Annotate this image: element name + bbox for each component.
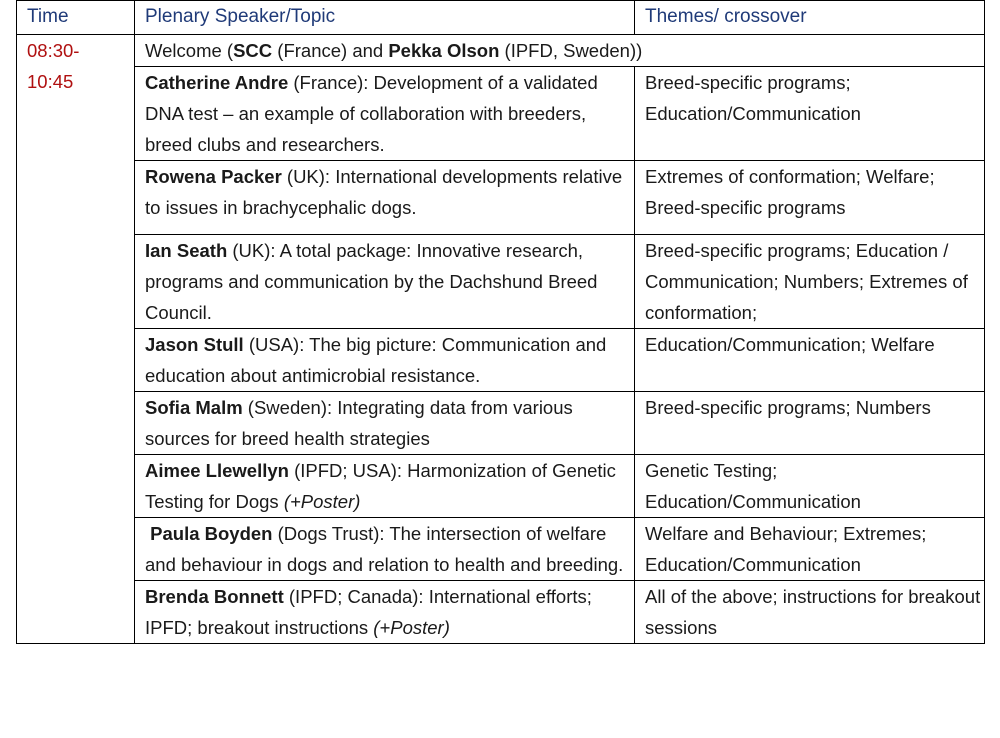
poster-note: (+Poster) bbox=[373, 617, 450, 638]
welcome-org-country: (France) and bbox=[272, 40, 389, 61]
time-slot-cell bbox=[17, 35, 135, 644]
topic-cell bbox=[135, 67, 635, 161]
themes-cell: All of the above; instructions for breakout sessions bbox=[635, 581, 985, 644]
themes-cell: Education/Communication; Welfare bbox=[635, 329, 985, 392]
time-start: 08:30- bbox=[27, 40, 80, 61]
themes-cell: Breed-specific programs; Education/Communication bbox=[635, 67, 985, 161]
topic-cell bbox=[135, 235, 635, 329]
themes-cell: Breed-specific programs; Education / Communication; Numbers; Extremes of conformation; bbox=[635, 235, 985, 329]
table-row bbox=[17, 67, 985, 161]
welcome-prefix: Welcome ( bbox=[145, 40, 234, 61]
themes-cell: Genetic Testing; Education/Communication bbox=[635, 455, 985, 518]
welcome-row bbox=[17, 35, 985, 67]
welcome-org: SCC bbox=[233, 40, 273, 61]
poster-note: (+Poster) bbox=[283, 491, 361, 512]
themes-cell: Breed-specific programs; Numbers bbox=[635, 392, 985, 455]
table-row bbox=[17, 329, 985, 392]
welcome-person: Pekka Olson bbox=[388, 40, 500, 61]
speaker-name: Catherine Andre bbox=[145, 72, 289, 93]
topic-text: (USA): The big picture: Communication and education about antimicrobial resistance. bbox=[145, 334, 607, 386]
topic-cell bbox=[135, 161, 635, 235]
speaker-name: Aimee Llewellyn bbox=[145, 460, 289, 481]
speaker-name: Brenda Bonnett bbox=[145, 586, 284, 607]
table-row bbox=[17, 455, 985, 518]
speaker-name: Paula Boyden bbox=[150, 523, 273, 544]
header-topic: Plenary Speaker/Topic bbox=[135, 1, 635, 35]
speaker-name: Sofia Malm bbox=[145, 397, 243, 418]
topic-text: (IPFD; USA): Harmonization of Genetic Testing for Dogs bbox=[145, 460, 616, 512]
topic-text: (IPFD; Canada): International efforts; IPFD; breakout instructions bbox=[145, 586, 592, 638]
topic-cell bbox=[135, 455, 635, 518]
topic-text: (France): Development of a validated DNA test – an example of collaboration with breeders, breed clubs and researchers. bbox=[145, 72, 598, 155]
speaker-name: Rowena Packer bbox=[145, 166, 282, 187]
time-end: 10:45 bbox=[27, 71, 74, 92]
table-row bbox=[17, 161, 985, 235]
welcome-suffix: (IPFD, Sweden)) bbox=[499, 40, 643, 61]
table-row bbox=[17, 392, 985, 455]
topic-cell bbox=[135, 581, 635, 644]
topic-text: (UK): International developments relative to issues in brachycephalic dogs. bbox=[145, 166, 623, 218]
themes-cell: Welfare and Behaviour; Extremes; Education/Communication bbox=[635, 518, 985, 581]
header-time: Time bbox=[17, 1, 135, 35]
topic-text: (UK): A total package: Innovative research, programs and communication by the Dachshund Breed Council. bbox=[145, 240, 598, 323]
topic-text: (Sweden): Integrating data from various sources for breed health strategies bbox=[145, 397, 573, 449]
speaker-name: Jason Stull bbox=[145, 334, 244, 355]
topic-cell bbox=[135, 392, 635, 455]
table-row bbox=[17, 235, 985, 329]
welcome-cell bbox=[135, 35, 985, 67]
topic-cell bbox=[135, 518, 635, 581]
topic-text: (Dogs Trust): The intersection of welfare and behaviour in dogs and relation to health and breeding. bbox=[145, 523, 624, 575]
table-row bbox=[17, 518, 985, 581]
table-row bbox=[17, 581, 985, 644]
schedule-table bbox=[16, 0, 985, 644]
topic-cell bbox=[135, 329, 635, 392]
themes-cell: Extremes of conformation; Welfare; Breed-specific programs bbox=[635, 161, 985, 235]
header-row bbox=[17, 1, 985, 35]
header-themes: Themes/ crossover bbox=[635, 1, 985, 35]
speaker-name: Ian Seath bbox=[145, 240, 228, 261]
